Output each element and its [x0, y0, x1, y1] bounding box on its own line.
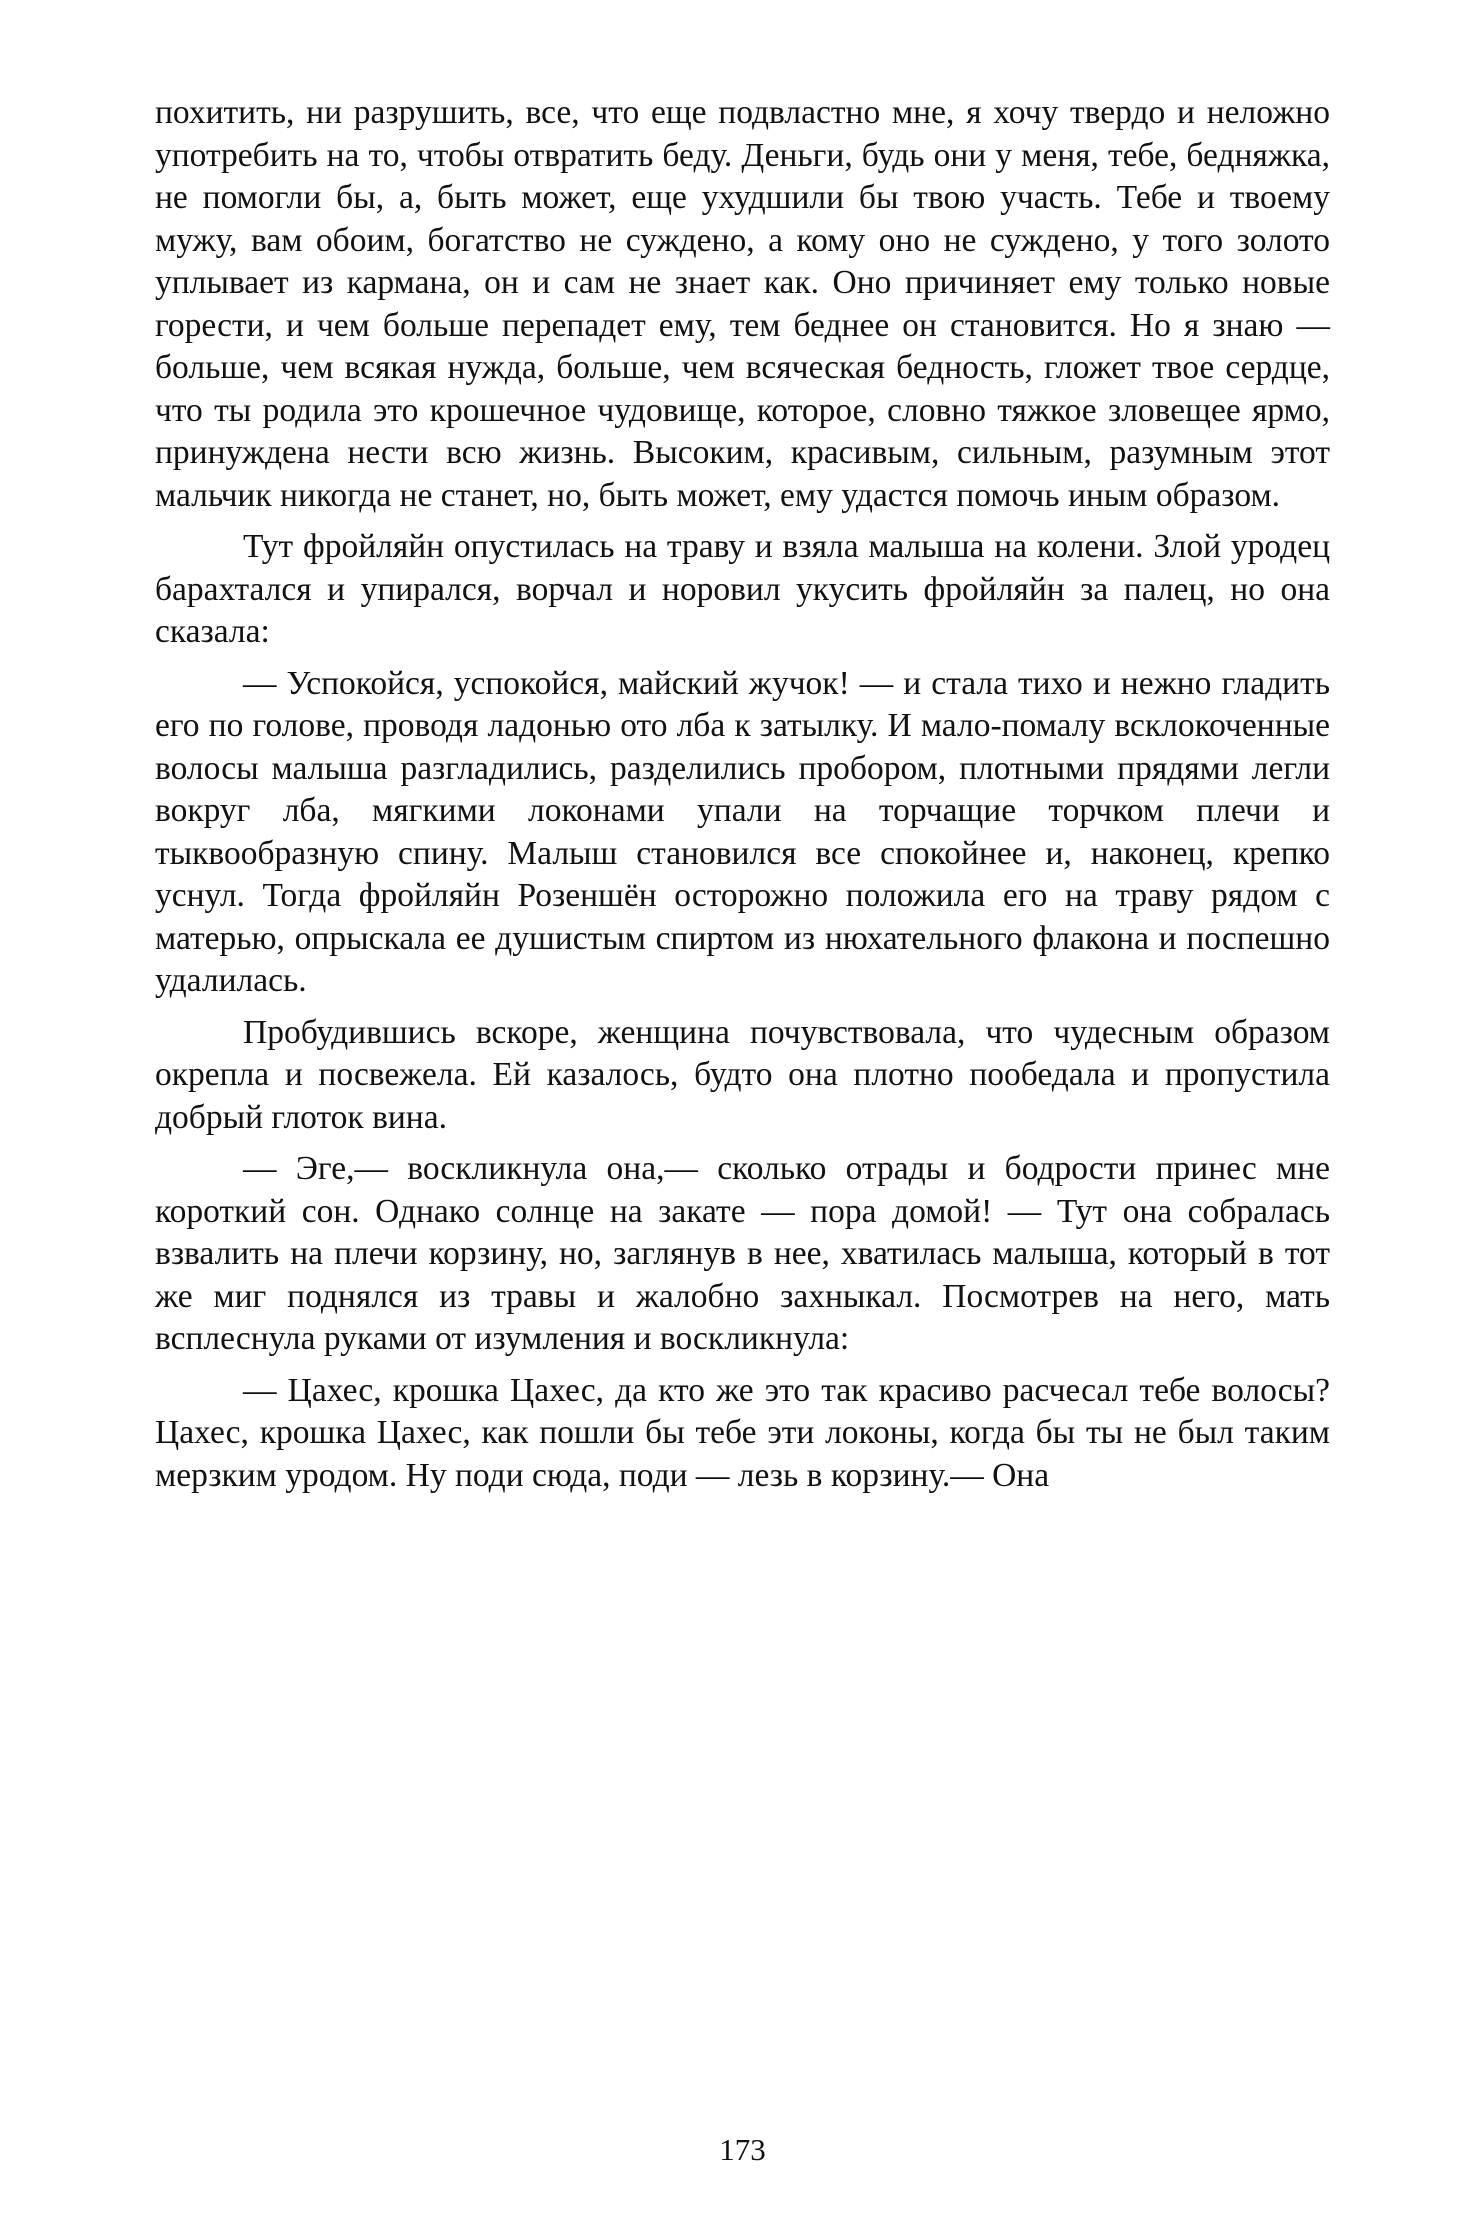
- paragraph-2: Тут фройляйн опустилась на траву и взяла малыша на колени. Злой уродец барахтался и упирался, ворчал и норовил укусить фройляйн за палец, но она сказала:: [155, 528, 1330, 650]
- page-number: 173: [719, 2132, 766, 2167]
- paragraph-4: Пробудившись вскоре, женщина почувствовала, что чудесным образом окрепла и посвежела. Ей казалось, будто она плотно пообедала и пропустила добрый глоток вина.: [155, 1013, 1330, 1136]
- paragraph-1: похитить, ни разрушить, все, что еще подвластно мне, я хочу твердо и неложно употребить на то, чтобы отвратить беду. Деньги, будь они у меня, тебе, бедняжка, не помогли бы, а, быть может, еще ухудшили бы твою участь. Тебе и твоему мужу, вам обоим, богатство не суждено, а кому оно не суждено, у того золото уплывает из кармана, он и сам не знает как. Оно причиняет ему только новые горести, и чем больше перепадет ему, тем беднее он становится. Но я знаю — больше, чем всякая нужда, больше, чем всяческая бедность, гложет твое сердце, что ты родила это крошечное чудовище, которое, словно тяжкое зловещее ярмо, принуждена нести всю жизнь. Высоким, красивым, сильным, разумным этот мальчик никогда не станет, но, быть может, ему удастся помочь иным образом.: [155, 94, 1330, 514]
- paragraph-5: — Эге,— воскликнула она,— сколько отрады и бодрости принес мне короткий сон. Однако солнце на закате — пора домой! — Тут она собралась взвалить на плечи корзину, но, заглянув в нее, хватилась малыша, который в тот же миг поднялся из травы и жалобно захныкал. Посмотрев на него, мать всплеснула руками от изумления и воскликнула:: [155, 1150, 1330, 1357]
- book-page: [155, 92, 1330, 2192]
- paragraph-6: — Цахес, крошка Цахес, да кто же это так красиво расчесал тебе волосы? Цахес, крошка Цахес, как пошли бы тебе эти локоны, когда бы ты не был таким мерзким уродом. Ну поди сюда, поди — лезь в корзину.— Она: [155, 1371, 1330, 1494]
- paragraph-3: — Успокойся, успокойся, майский жучок! — и стала тихо и нежно гладить его по голове, проводя ладонью ото лба к затылку. И мало-помалу всклокоченные волосы малыша разгладились, разделились пробором, плотными прядями легли вокруг лба, мягкими локонами упали на торчащие торчком плечи и тыквообразную спину. Малыш становился все спокойнее и, наконец, крепко уснул. Тогда фройляйн Розеншён осторожно положила его на траву рядом с матерью, опрыскала ее душистым спиртом из нюхательного флакона и поспешно удалилась.: [155, 664, 1330, 999]
